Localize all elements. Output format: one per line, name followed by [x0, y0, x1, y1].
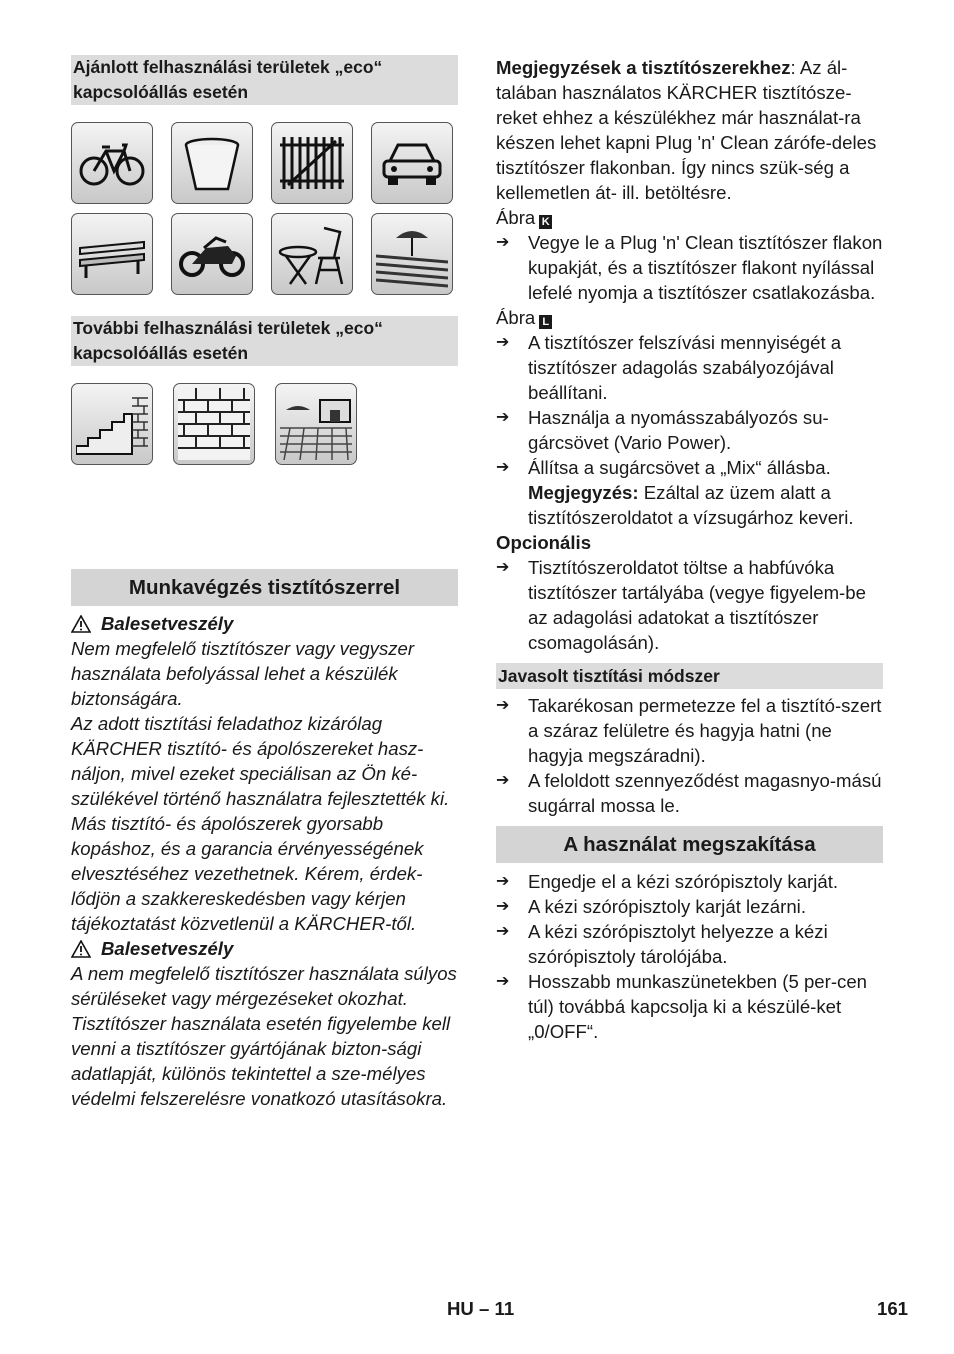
- terrace-icon: [371, 213, 453, 295]
- figure-reference: Ábra K: [496, 205, 883, 230]
- bicycle-icon: [71, 122, 153, 204]
- section-interrupt-title: A használat megszakítása: [496, 826, 883, 863]
- warning-text: A nem megfelelő tisztítószer használata súlyos sérüléseket vagy mérgezéseket okozhat.: [71, 963, 457, 1009]
- warning-triangle-icon: [71, 940, 91, 958]
- motorcycle-icon: [171, 213, 253, 295]
- arrow-icon: ➔: [496, 923, 510, 940]
- arrow-icon: ➔: [496, 459, 510, 476]
- list-item: ➔ A feloldott szennyeződést magasnyo-mású sugárral mossa le.: [496, 770, 882, 816]
- recommended-areas-heading: Ajánlott felhasználási területek „eco“ kapcsolóállás esetén: [71, 55, 458, 105]
- car-icon: [371, 122, 453, 204]
- optional-label: Opcionális: [496, 532, 592, 553]
- figure-reference: Ábra L: [496, 305, 883, 330]
- patio-house-icon: [275, 383, 357, 465]
- list-item: ➔ Takarékosan permetezze fel a tisztító-szert a száraz felületre és hagyja hatni (ne hagyja megszáradni).: [496, 695, 882, 766]
- recommended-method-heading: Javasolt tisztítási módszer: [496, 663, 883, 689]
- fence-icon: [271, 122, 353, 204]
- figure-key-badge: L: [539, 315, 552, 329]
- footer-section-code: HU – 11: [447, 1298, 515, 1319]
- arrow-icon: ➔: [496, 973, 510, 990]
- arrow-icon: ➔: [496, 234, 510, 251]
- brick-wall-icon: [173, 383, 255, 465]
- page-number: 161: [877, 1298, 909, 1319]
- arrow-icon: ➔: [496, 873, 510, 890]
- list-item: ➔ Engedje el a kézi szórópisztoly karját.: [496, 871, 839, 892]
- warning-text: Nem megfelelő tisztítószer vagy vegyszer használata befolyással lehet a készülék biztonságára.: [71, 638, 415, 709]
- bench-icon: [71, 213, 153, 295]
- list-item: ➔ A tisztítószer felszívási mennyiségét a tisztítószer adagolás szabályozójával beállítani.: [496, 332, 842, 403]
- cleaning-agent-note: [496, 55, 883, 205]
- further-icons-grid: [71, 383, 458, 465]
- warning-text: Az adott tisztítási feladathoz kizárólag KÄRCHER tisztító- és ápolószereket hasz-náljon, mivel ezeket speciálisan az Ön ké-szülékével történő használatra fejlesztették ki. Más tisztító- és ápolószerek gyorsabb kopáshoz, és a garancia érvényességének elvesztéséhez vezethetnek. Kérem, érdek-lődjön a szakkereskedésben vagy kérjen tájékoztatást közvetlenül a KÄRCHER-től.: [71, 713, 450, 934]
- arrow-icon: ➔: [496, 559, 510, 576]
- arrow-icon: ➔: [496, 334, 510, 351]
- section-cleaning-agent-title: Munkavégzés tisztítószerrel: [71, 569, 458, 606]
- left-column: [71, 55, 458, 1111]
- list-item: ➔ Állítsa a sugárcsövet a „Mix“ állásba. Megjegyzés: Ezáltal az üzem alatt a tisztítószeroldatot a vízsugárhoz keveri.: [496, 457, 854, 528]
- figure-key-badge: K: [539, 215, 552, 229]
- garden-furniture-icon: [271, 213, 353, 295]
- note-label: Megjegyzések a tisztítószerekhez: [496, 57, 791, 78]
- warning-title: Balesetveszély: [101, 938, 234, 959]
- list-item: ➔ Vegye le a Plug 'n' Clean tisztítószer flakon kupakját, és a tisztítószer flakont nyílással lefelé nyomja a tisztítószer csatlakozásba.: [496, 232, 883, 303]
- warning-block-2: [71, 936, 458, 1111]
- warning-triangle-icon: [71, 615, 91, 633]
- list-item: ➔ Tisztítószeroldatot töltse a habfúvóka tisztítószer tartályába (vegye figyelem-be az adagolási adatokat a tisztítószer csomagolásán).: [496, 557, 866, 653]
- right-column: [496, 55, 883, 1044]
- warning-text: Tisztítószer használata esetén figyelembe kell venni a tisztítószer gyártójának bizton-sági adatlapját, különös tekintettel a sze-mélyes védelmi felszerelésre vonatkozó utasításokra.: [71, 1013, 451, 1109]
- list-item: ➔ A kézi szórópisztoly karját lezárni.: [496, 896, 806, 917]
- list-item: ➔ Használja a nyomásszabályozós su-gárcsövet (Vario Power).: [496, 407, 829, 453]
- flower-pot-icon: [171, 122, 253, 204]
- warning-title: Balesetveszély: [101, 613, 234, 634]
- note-text: : Az ál-talában használatos KÄRCHER tisztítósze-reket ehhez a készülékhez már használat-ra készen lehet kapni Plug 'n' Clean zárófe-deles tisztítószer flakonban. Így nincs szük-ség a kellemetlen át- ill. betöltésre.: [496, 57, 877, 203]
- list-item: ➔ Hosszabb munkaszünetekben (5 per-cen túl) továbbá kapcsolja ki a készülé-ket „0/OFF“.: [496, 971, 868, 1042]
- arrow-icon: ➔: [496, 898, 510, 915]
- arrow-icon: ➔: [496, 697, 510, 714]
- note-label: Megjegyzés:: [528, 482, 639, 503]
- list-item: ➔ A kézi szórópisztolyt helyezze a kézi szórópisztoly tárolójába.: [496, 921, 828, 967]
- recommended-icons-grid: [71, 122, 458, 295]
- warning-block-1: [71, 611, 458, 936]
- stairs-wall-icon: [71, 383, 153, 465]
- arrow-icon: ➔: [496, 772, 510, 789]
- further-areas-heading: További felhasználási területek „eco“ kapcsolóállás esetén: [71, 316, 458, 366]
- arrow-icon: ➔: [496, 409, 510, 426]
